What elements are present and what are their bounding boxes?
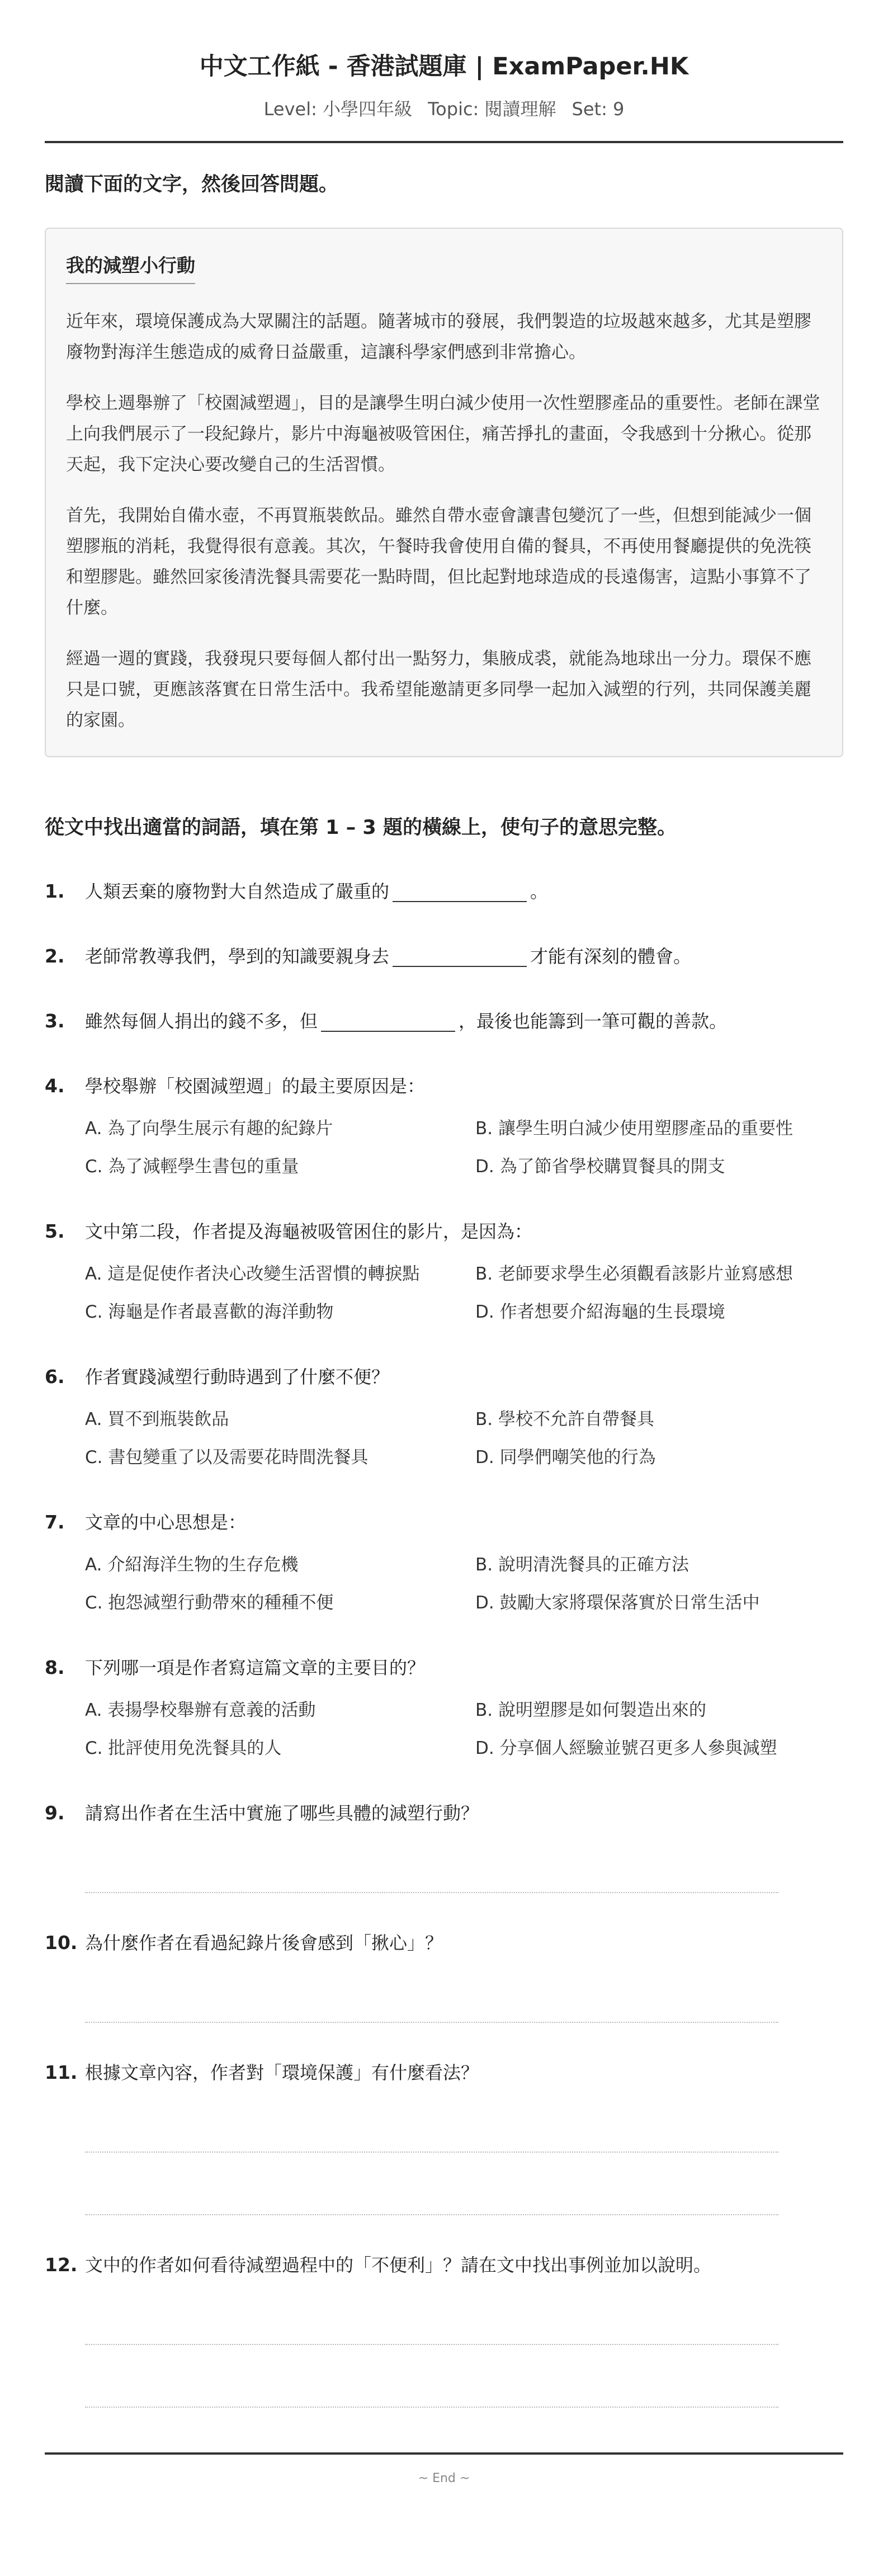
question-text: 為什麼作者在看過紀錄片後會感到「揪心」？ (85, 1932, 443, 1954)
option-list (85, 1114, 843, 1182)
option-b[interactable]: B. 學校不允許自帶餐具 (475, 1409, 654, 1429)
question-1 (45, 876, 843, 907)
passage-paragraph: 經過一週的實踐，我發現只要每個人都付出一點努力，集腋成裘，就能為地球出一分力。環保不應只是口號，更應該落實在日常生活中。我希望能邀請更多同學一起加入減塑的行列，共同保護美麗的家園。 (66, 648, 811, 730)
page-title: 中文工作紙 - 香港試題庫 | ExamPaper.HK (199, 53, 689, 81)
question-text: 作者實踐減塑行動時遇到了什麼不便？ (85, 1366, 390, 1388)
option-b[interactable]: B. 老師要求學生必須觀看該影片並寫感想 (475, 1263, 793, 1284)
option-d[interactable]: D. 鼓勵大家將環保落實於日常生活中 (475, 1592, 760, 1613)
question-text: 下列哪一項是作者寫這篇文章的主要目的？ (85, 1657, 426, 1678)
option-a[interactable]: A. 這是促使作者決心改變生活習慣的轉捩點 (85, 1263, 420, 1284)
worksheet-footer (45, 2452, 843, 2485)
worksheet-header (45, 0, 843, 143)
question-6 (45, 1362, 843, 1473)
option-c[interactable]: C. 抱怨減塑行動帶來的種種不便 (85, 1592, 334, 1613)
question-8 (45, 1653, 843, 1763)
question-text: 文章的中心思想是： (85, 1511, 247, 1533)
question-7 (45, 1507, 843, 1618)
question-5 (45, 1216, 843, 1327)
option-b[interactable]: B. 讓學生明白減少使用塑膠產品的重要性 (475, 1118, 793, 1139)
answer-line[interactable] (85, 2343, 778, 2345)
option-c[interactable]: C. 書包變重了以及需要花時間洗餐具 (85, 1447, 369, 1468)
question-number: 8. (45, 1656, 65, 1678)
answer-line[interactable] (85, 2021, 778, 2023)
end-marker: ~ End ~ (418, 2471, 470, 2485)
set-label: Set: 9 (571, 98, 625, 120)
passage-paragraph: 近年來，環境保護成為大眾關注的話題。隨著城市的發展，我們製造的垃圾越來越多，尤其是塑膠廢物對海洋生態造成的威脅日益嚴重，這讓科學家們感到非常擔心。 (66, 311, 811, 362)
option-d[interactable]: D. 分享個人經驗並號召更多人參與減塑 (475, 1738, 777, 1758)
question-text: 學校舉辦「校園減塑週」的最主要原因是： (85, 1075, 426, 1097)
reading-passage (45, 228, 843, 757)
option-a[interactable]: A. 介紹海洋生物的生存危機 (85, 1554, 299, 1575)
question-3 (45, 1006, 843, 1036)
question-9 (45, 1798, 843, 1893)
question-number: 6. (45, 1365, 65, 1388)
option-list (85, 1695, 843, 1763)
answer-blank[interactable] (393, 879, 527, 902)
question-text: 。 (530, 880, 549, 902)
question-number: 4. (45, 1074, 65, 1097)
question-number: 7. (45, 1511, 65, 1533)
option-list (85, 1404, 843, 1473)
option-c[interactable]: C. 為了減輕學生書包的重量 (85, 1156, 299, 1177)
question-number: 10. (45, 1931, 78, 1954)
passage-title: 我的減塑小行動 (66, 251, 195, 284)
fill-in-instruction: 從文中找出適當的詞語，填在第 1 – 3 題的橫線上，使句子的意思完整。 (45, 816, 677, 839)
option-c[interactable]: C. 海龜是作者最喜歡的海洋動物 (85, 1301, 334, 1322)
question-text: 才能有深刻的體會。 (530, 945, 692, 967)
question-text: 人類丟棄的廢物對大自然造成了嚴重的 (85, 880, 390, 902)
question-text: 文中第二段，作者提及海龜被吸管困住的影片，是因為： (85, 1220, 533, 1242)
reading-instruction: 閱讀下面的文字，然後回答問題。 (45, 173, 339, 196)
question-number: 5. (45, 1220, 65, 1242)
question-number: 9. (45, 1801, 65, 1824)
question-12 (45, 2250, 843, 2408)
option-b[interactable]: B. 說明清洗餐具的正確方法 (475, 1554, 689, 1575)
question-2 (45, 941, 843, 971)
question-text: 老師常教導我們，學到的知識要親身去 (85, 945, 390, 967)
level-label: Level: 小學四年級 (263, 98, 413, 120)
question-11 (45, 2058, 843, 2215)
option-list (85, 1550, 843, 1618)
option-d[interactable]: D. 為了節省學校購買餐具的開支 (475, 1156, 725, 1177)
topic-label: Topic: 閱讀理解 (428, 98, 556, 120)
answer-line[interactable] (85, 1891, 778, 1893)
passage-paragraph: 首先，我開始自備水壺，不再買瓶裝飲品。雖然自帶水壺會讓書包變沉了一些，但想到能減少一個塑膠瓶的消耗，我覺得很有意義。其次，午餐時我會使用自備的餐具，不再使用餐廳提供的免洗筷和塑膠匙。雖然回家後清洗餐具需要花一點時間，但比起對地球造成的長遠傷害，這點小事算不了什麼。 (66, 505, 811, 618)
question-4 (45, 1071, 843, 1182)
answer-blank[interactable] (321, 1008, 455, 1032)
question-number: 3. (45, 1009, 65, 1032)
question-text: 根據文章內容，作者對「環境保護」有什麼看法？ (85, 2061, 479, 2083)
question-10 (45, 1928, 843, 2023)
question-number: 12. (45, 2253, 78, 2276)
option-a[interactable]: A. 為了向學生展示有趣的紀錄片 (85, 1118, 333, 1139)
answer-line[interactable] (85, 2213, 778, 2215)
answer-line[interactable] (85, 2405, 778, 2408)
option-d[interactable]: D. 同學們嘲笑他的行為 (475, 1447, 656, 1468)
option-c[interactable]: C. 批評使用免洗餐具的人 (85, 1738, 282, 1758)
option-b[interactable]: B. 說明塑膠是如何製造出來的 (475, 1700, 706, 1720)
question-number: 11. (45, 2061, 78, 2083)
worksheet-meta (45, 95, 843, 121)
question-text: 請寫出作者在生活中實施了哪些具體的減塑行動？ (85, 1802, 479, 1824)
question-text: 雖然每個人捐出的錢不多，但 (85, 1010, 318, 1032)
answer-blank[interactable] (393, 943, 527, 967)
option-a[interactable]: A. 表揚學校舉辦有意義的活動 (85, 1700, 316, 1720)
question-text: 文中的作者如何看待減塑過程中的「不便利」？請在文中找出事例並加以說明。 (85, 2254, 712, 2276)
option-d[interactable]: D. 作者想要介紹海龜的生長環境 (475, 1301, 725, 1322)
question-number: 1. (45, 880, 65, 902)
answer-line[interactable] (85, 2150, 778, 2153)
option-list (85, 1259, 843, 1327)
option-a[interactable]: A. 買不到瓶裝飲品 (85, 1409, 229, 1429)
question-number: 2. (45, 945, 65, 967)
passage-paragraph: 學校上週舉辦了「校園減塑週」，目的是讓學生明白減少使用一次性塑膠產品的重要性。老師在課堂上向我們展示了一段紀錄片，影片中海龜被吸管困住，痛苦掙扎的畫面，令我感到十分揪心。從那天起，我下定決心要改變自己的生活習慣。 (66, 393, 820, 475)
question-text: ，最後也能籌到一筆可觀的善款。 (459, 1010, 728, 1032)
